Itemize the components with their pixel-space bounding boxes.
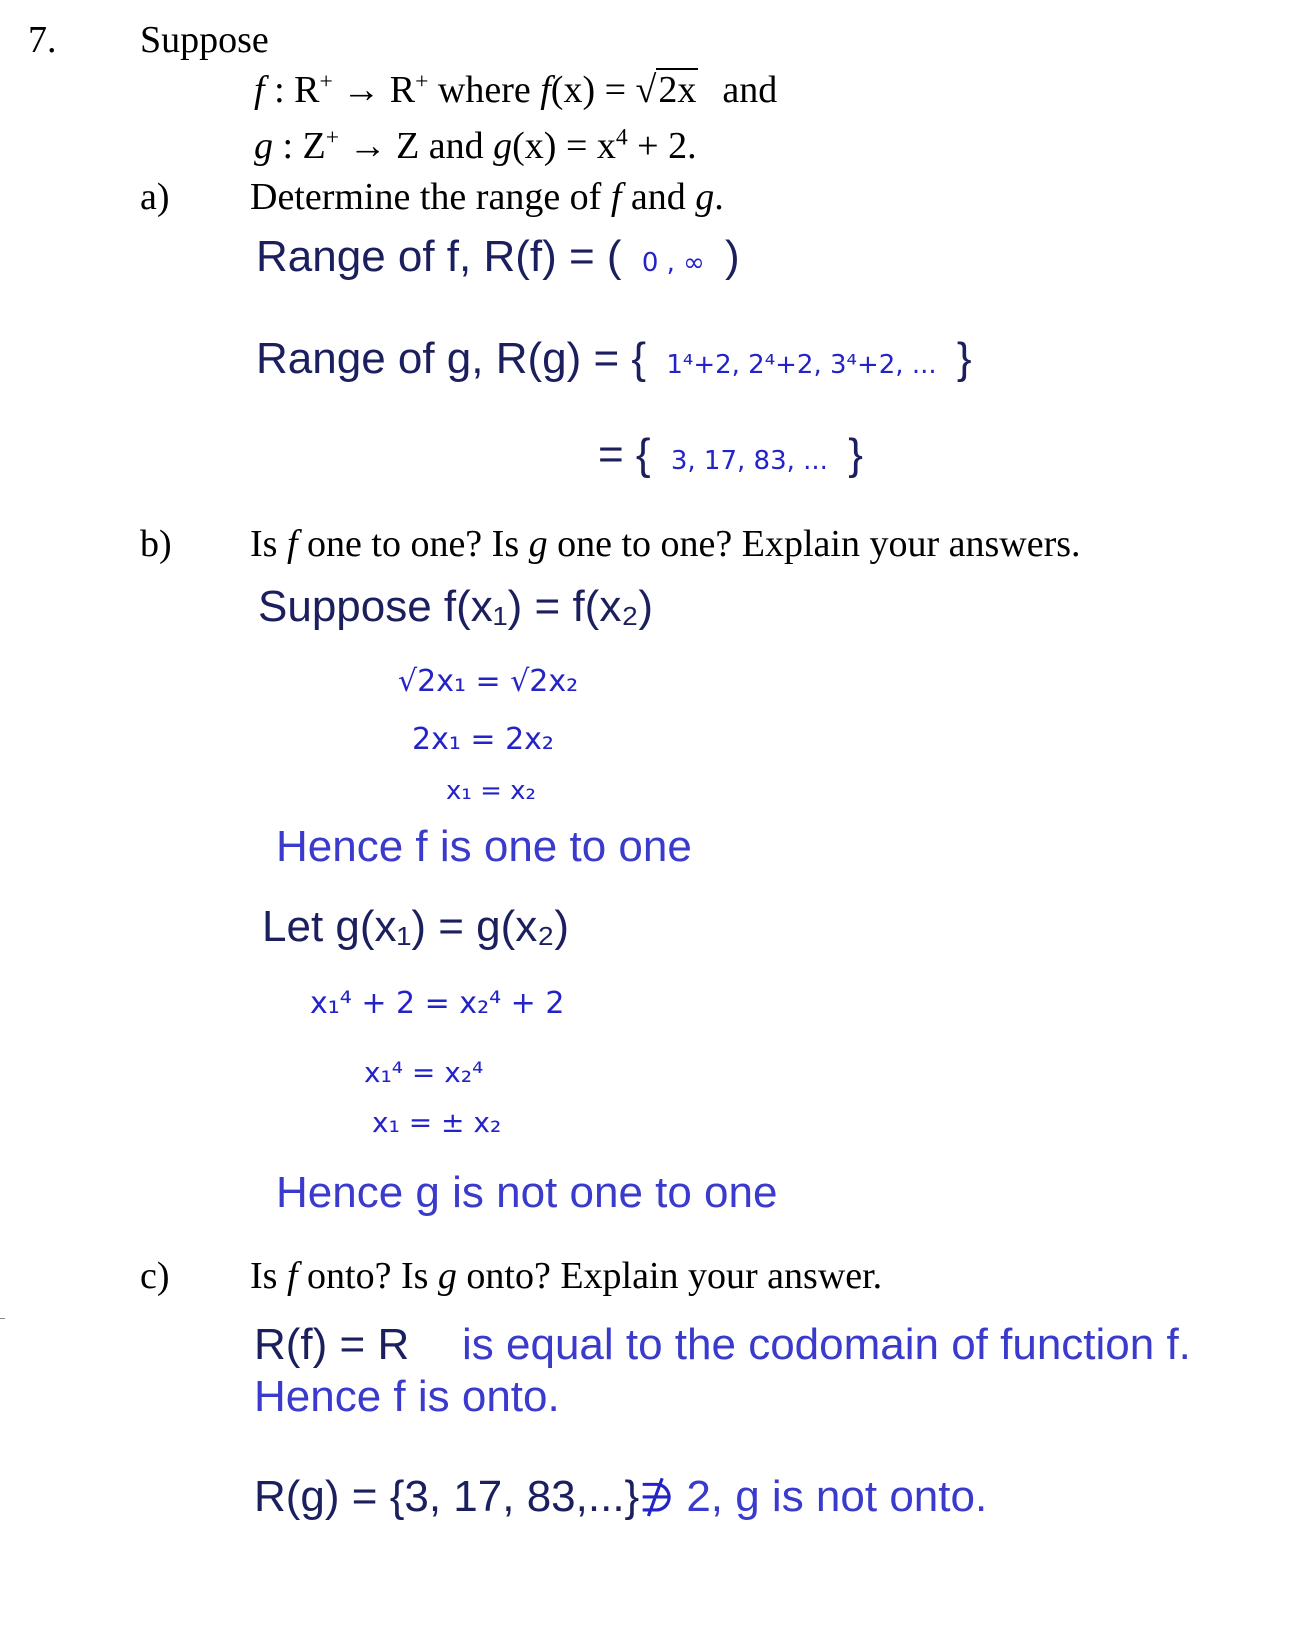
g-step-fourth-power: x₁⁴ = x₂⁴ — [364, 1056, 484, 1089]
definition-f: f : R+ → R+ where f(x) = √2x and — [254, 68, 778, 111]
f-step-sqrt: √2x₁ = √2x₂ — [398, 664, 579, 699]
margin-tick — [0, 1318, 5, 1319]
part-a-label: a) — [140, 176, 170, 218]
part-c-question: Is f onto? Is g onto? Explain your answer. — [250, 1255, 883, 1297]
g-step-plus-minus: x₁ = ± x₂ — [372, 1106, 502, 1139]
range-g-simplified: = { 3, 17, 83, ... } — [598, 430, 863, 479]
conclusion-f-onto: Hence f is onto. — [254, 1372, 560, 1421]
g-step-fourth-power-plus: x₁⁴ + 2 = x₂⁴ + 2 — [310, 986, 565, 1021]
range-g-answer: Range of g, R(g) = { 1⁴+2, 2⁴+2, 3⁴+2, ... } — [256, 334, 972, 383]
suppose-f-equal: Suppose f(x₁) = f(x₂) — [258, 582, 654, 631]
rf-codomain-explanation: is equal to the codomain of function f. — [462, 1320, 1191, 1369]
f-step-equal: x₁ = x₂ — [446, 776, 536, 806]
part-a-question: Determine the range of f and g. — [250, 176, 724, 218]
f-step-double: 2x₁ = 2x₂ — [412, 722, 554, 757]
suppose-heading: Suppose — [140, 19, 269, 61]
part-c-label: c) — [140, 1255, 170, 1297]
definition-g: g : Z+ → Z and $g(x) = x^4 + 2$. — [254, 124, 697, 167]
conclusion-f-one-to-one: Hence f is one to one — [276, 822, 692, 871]
part-b-question: Is f one to one? Is g one to one? Explain your answers. — [250, 523, 1081, 565]
rf-equals-r: R(f) = R — [254, 1320, 410, 1369]
rg-not-onto: R(g) = {3, 17, 83,...}∌ 2, g is not onto. — [254, 1472, 988, 1521]
conclusion-g-not-one-to-one: Hence g is not one to one — [276, 1168, 778, 1217]
question-number: 7. — [28, 19, 57, 61]
let-g-equal: Let g(x₁) = g(x₂) — [262, 902, 570, 951]
part-b-label: b) — [140, 523, 172, 565]
range-f-answer: Range of f, R(f) = ( 0 , ∞ ) — [256, 232, 740, 281]
